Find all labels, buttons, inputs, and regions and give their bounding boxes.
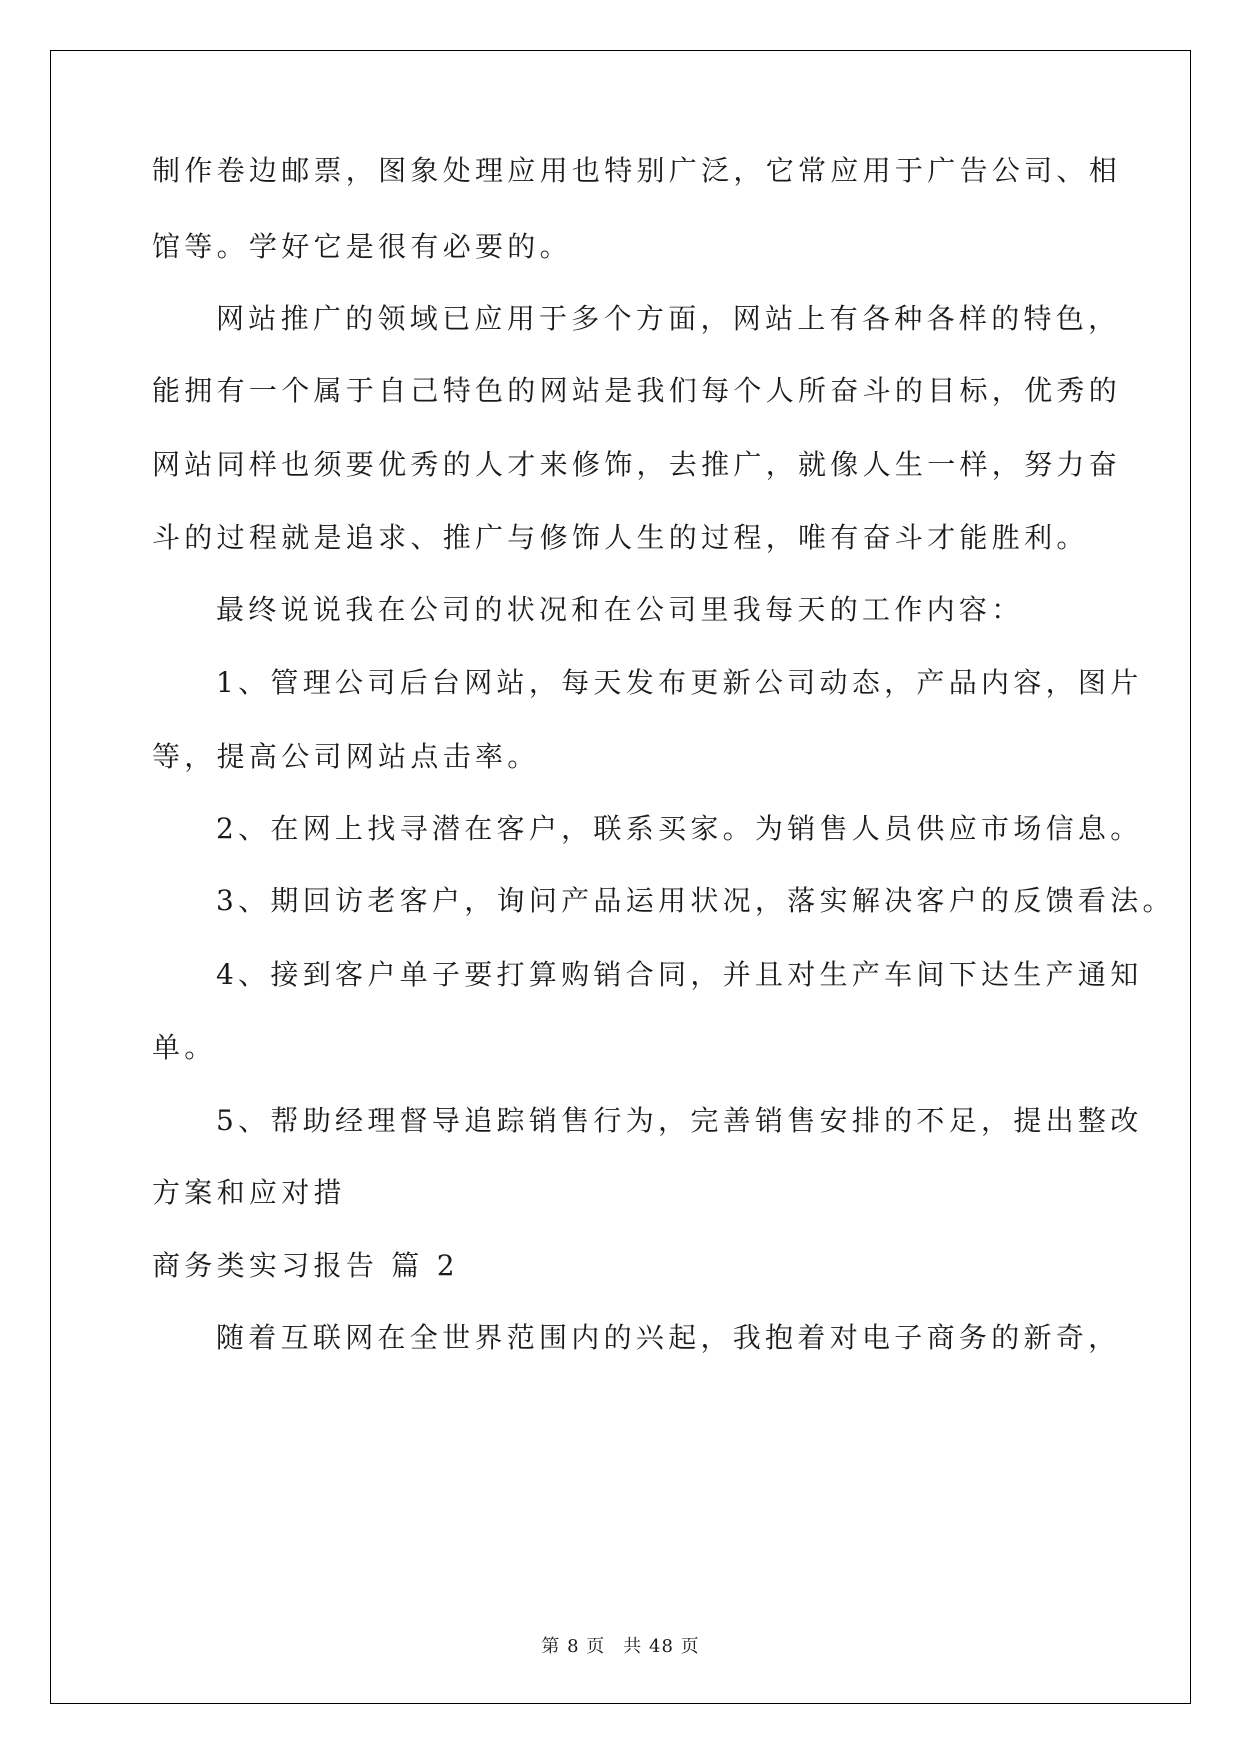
text-line: 能拥有一个属于自己特色的网站是我们每个人所奋斗的目标，优秀的 — [152, 374, 1122, 407]
paragraph-start: 网站推广的领域已应用于多个方面，网站上有各种各样的特色， — [216, 302, 1121, 335]
paragraph-start: 最终说说我在公司的状况和在公司里我每天的工作内容： — [216, 593, 1024, 626]
text-line: 馆等。学好它是很有必要的。 — [152, 230, 572, 263]
text-line: 单。 — [152, 1031, 217, 1064]
page-number: 第 8 页 — [541, 1636, 606, 1657]
page-total: 共 48 页 — [623, 1636, 700, 1657]
text-line: 等，提高公司网站点击率。 — [152, 740, 540, 773]
list-item: 3、期回访老客户，询问产品运用状况，落实解决客户的反馈看法。 — [216, 884, 1175, 917]
list-item: 4、接到客户单子要打算购销合同，并且对生产车间下达生产通知 — [216, 958, 1143, 991]
list-item: 2、在网上找寻潜在客户，联系买家。为销售人员供应市场信息。 — [216, 812, 1143, 845]
page-footer — [0, 1632, 1241, 1658]
paragraph-start: 随着互联网在全世界范围内的兴起，我抱着对电子商务的新奇， — [216, 1321, 1121, 1354]
text-line: 方案和应对措 — [152, 1176, 346, 1209]
text-line: 制作卷边邮票，图象处理应用也特别广泛，它常应用于广告公司、相 — [152, 154, 1122, 187]
section-heading: 商务类实习报告 篇 2 — [152, 1249, 459, 1282]
list-item: 1、管理公司后台网站，每天发布更新公司动态，产品内容，图片 — [216, 666, 1143, 699]
list-item: 5、帮助经理督导追踪销售行为，完善销售安排的不足，提出整改 — [216, 1104, 1143, 1137]
text-line: 斗的过程就是追求、推广与修饰人生的过程，唯有奋斗才能胜利。 — [152, 521, 1089, 554]
page-border — [50, 50, 1191, 1704]
text-line: 网站同样也须要优秀的人才来修饰，去推广，就像人生一样，努力奋 — [152, 448, 1122, 481]
